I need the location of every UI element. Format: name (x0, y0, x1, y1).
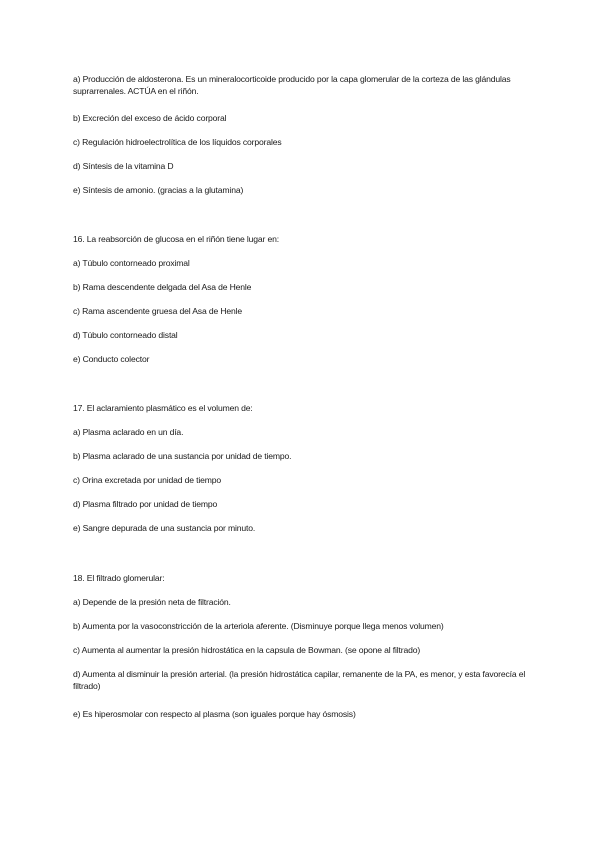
q18-option-b: b) Aumenta por la vasoconstricción de la arteriola aferente. (Disminuye porque llega menos volumen) (73, 621, 444, 631)
q15-option-a: a) Producción de aldosterona. Es un mineralocorticoide producido por la capa glomerular de la corteza de las glándulas suprarrenales. ACTÚA en el riñón. (73, 74, 511, 96)
q17-option-e: e) Sangre depurada de una sustancia por minuto. (73, 523, 256, 533)
q16-option-c: c) Rama ascendente gruesa del Asa de Henle (73, 306, 243, 316)
q15-option-e: e) Síntesis de amonio. (gracias a la glutamina) (73, 185, 244, 195)
q16-option-a: a) Túbulo contorneado proximal (73, 258, 190, 268)
q18-option-d: d) Aumenta al disminuir la presión arterial. (la presión hidrostática capilar, remanente de la PA, es menor, y esta favorecía el filtrado) (73, 669, 526, 691)
q16-question: 16. La reabsorción de glucosa en el riñón tiene lugar en: (73, 234, 279, 244)
q15-option-d: d) Síntesis de la vitamina D (73, 161, 174, 171)
q16-option-e: e) Conducto colector (73, 354, 150, 364)
q15-option-b: b) Excreción del exceso de ácido corporal (73, 113, 227, 123)
q16-option-d: d) Túbulo contorneado distal (73, 330, 178, 340)
q16-option-b: b) Rama descendente delgada del Asa de Henle (73, 282, 252, 292)
q18-option-a: a) Depende de la presión neta de filtración. (73, 597, 231, 607)
q17-option-a: a) Plasma aclarado en un día. (73, 427, 184, 437)
q17-question: 17. El aclaramiento plasmático es el volumen de: (73, 403, 253, 413)
q17-option-b: b) Plasma aclarado de una sustancia por unidad de tiempo. (73, 451, 292, 461)
q18-question: 18. El filtrado glomerular: (73, 573, 165, 583)
q17-option-c: c) Orina excretada por unidad de tiempo (73, 475, 221, 485)
q18-option-e: e) Es hiperosmolar con respecto al plasma (son iguales porque hay ósmosis) (73, 709, 356, 719)
q18-option-c: c) Aumenta al aumentar la presión hidrostática en la capsula de Bowman. (se opone al filtrado) (73, 645, 421, 655)
q15-option-c: c) Regulación hidroelectrolítica de los líquidos corporales (73, 137, 282, 147)
q17-option-d: d) Plasma filtrado por unidad de tiempo (73, 499, 218, 509)
